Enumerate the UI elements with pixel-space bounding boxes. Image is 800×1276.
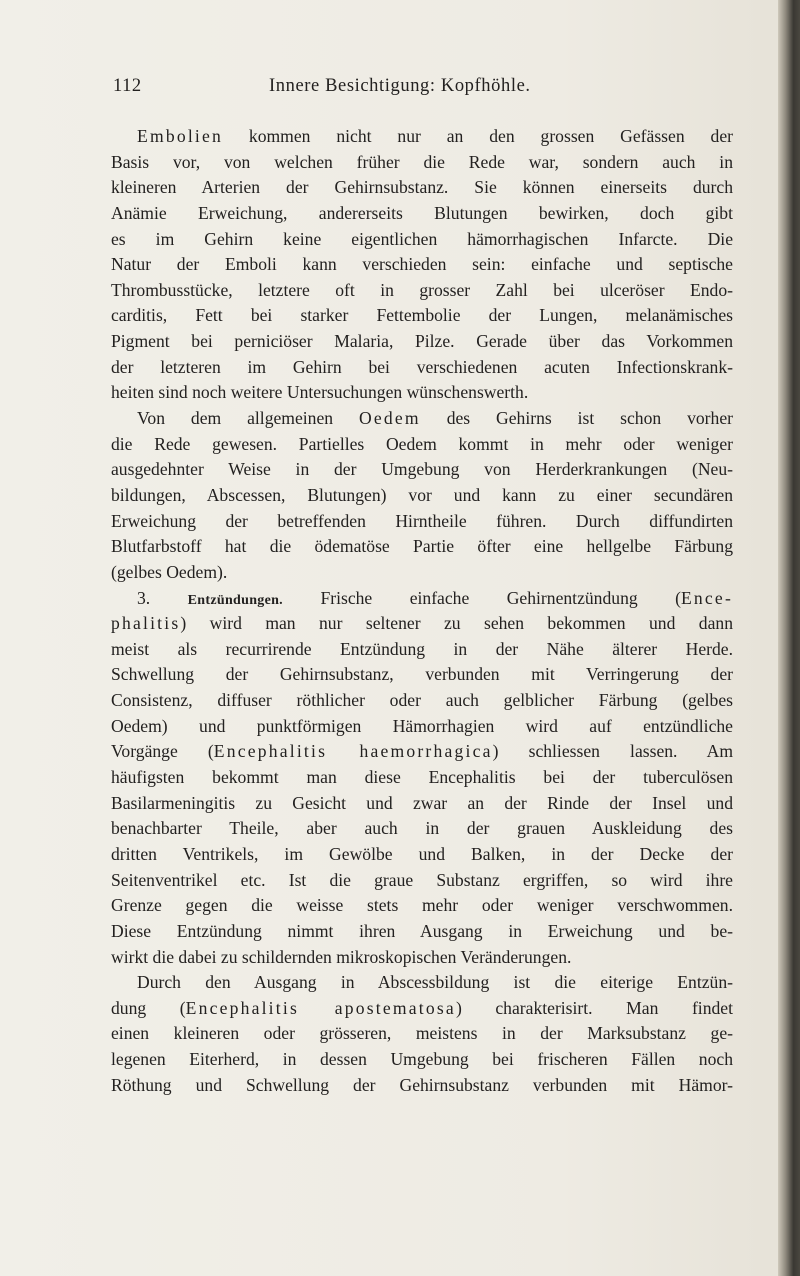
text-line: Thrombusstücke, letztere oft in grosser Zahl bei ulceröser Endo- [111,279,733,300]
text-line: Anämie Erweichung, andererseits Blutungen bewirken, doch gibt [111,202,733,223]
text-line: meist als recurrirende Entzündung in der Nähe älterer Herde. [111,638,733,659]
text-line: 3. Entzündungen. Frische einfache Gehirnentzündung (Ence- [137,587,734,608]
text-line: Oedem) und punktförmigen Hämorrhagien wird auf entzündliche [111,715,733,736]
text-line: carditis, Fett bei starker Fettembolie der Lungen, melanämisches [111,305,733,326]
text-line: Schwellung der Gehirnsubstanz, verbunden mit Verringerung der [111,664,733,685]
text-line: Basilarmeningitis zu Gesicht und zwar an der Rinde der Insel und [111,792,733,813]
text-line: häufigsten bekommt man diese Encephalitis bei der tuberculösen [111,767,733,788]
text-line: Grenze gegen die weisse stets mehr oder weniger verschwommen. [111,895,733,916]
section-heading: Entzündungen. [187,592,283,608]
text-line: Blutfarbstoff hat die ödematöse Partie öfter eine hellgelbe Färbung [111,536,733,557]
text-line: Von dem allgemeinen Oedem des Gehirns ist schon vorher [137,408,734,429]
text-line: Vorgänge (Encephalitis haemorrhagica) schliessen lassen. Am [111,741,733,762]
emphasis-term: phalitis [111,613,181,634]
text-line: phalitis) wird man nur seltener zu sehen bekommen und dann [111,613,733,634]
text-line: der letzteren im Gehirn bei verschiedenen acuten Infectionskrank- [111,356,733,377]
text-line: Erweichung der betreffenden Hirntheile führen. Durch diffundirten [111,510,733,531]
text-line: Seitenventrikel etc. Ist die graue Substanz ergriffen, so wird ihre [111,869,733,890]
text-line: wirkt die dabei zu schildernden mikroskopischen Veränderungen. [111,946,572,967]
body-text [111,124,733,1098]
running-head: Innere Besichtigung: Kopfhöhle. [269,76,531,96]
emphasis-term: Ence- [680,587,734,608]
emphasis-term: Encephalitis apostematosa [185,997,456,1018]
text-line: Durch den Ausgang in Abscessbildung ist die eiterige Entzün- [137,972,733,993]
text-line: heiten sind noch weitere Untersuchungen wünschenswerth. [111,382,529,403]
text-line: kleineren Arterien der Gehirnsubstanz. Sie können einerseits durch [111,177,733,198]
text-line: Pigment bei perniciöser Malaria, Pilze. Gerade über das Vorkommen [111,331,733,352]
text-line: dung (Encephalitis apostematosa) charakterisirt. Man findet [111,997,733,1018]
text-line: Basis vor, von welchen früher die Rede war, sondern auch in [111,151,733,172]
text-line: benachbarter Theile, aber auch in der grauen Auskleidung des [111,818,733,839]
text-line: ausgedehnter Weise in der Umgebung von Herderkrankungen (Neu- [111,459,733,480]
text-line: Natur der Emboli kann verschieden sein: einfache und septische [111,254,733,275]
emphasis-term: Encephalitis haemorrhagica [213,741,493,762]
text-line: bildungen, Abscessen, Blutungen) vor und kann zu einer secundären [111,484,733,505]
page-edge-shadow [778,0,800,1276]
emphasis-term: Oedem [358,408,421,429]
text-line: dritten Ventrikels, im Gewölbe und Balken, in der Decke der [111,843,733,864]
text-line: Diese Entzündung nimmt ihren Ausgang in Erweichung und be- [111,920,733,941]
text-line: es im Gehirn keine eigentlichen hämorrhagischen Infarcte. Die [111,228,733,249]
text-line: einen kleineren oder grösseren, meistens in der Marksubstanz ge- [111,1023,733,1044]
text-line: die Rede gewesen. Partielles Oedem kommt in mehr oder weniger [111,433,733,454]
page-number: 112 [113,76,142,96]
text-line: Embolien kommen nicht nur an den grossen Gefässen der [137,126,733,146]
text-line: legenen Eiterherd, in dessen Umgebung bei frischeren Fällen noch [111,1049,733,1070]
emphasis-term: Embolien [137,126,224,146]
page-header [113,76,733,102]
text-line: Consistenz, diffuser röthlicher oder auch gelblicher Färbung (gelbes [111,690,733,711]
text-line: Röthung und Schwellung der Gehirnsubstanz verbunden mit Hämor- [111,1074,733,1095]
text-line: (gelbes Oedem). [111,561,228,582]
